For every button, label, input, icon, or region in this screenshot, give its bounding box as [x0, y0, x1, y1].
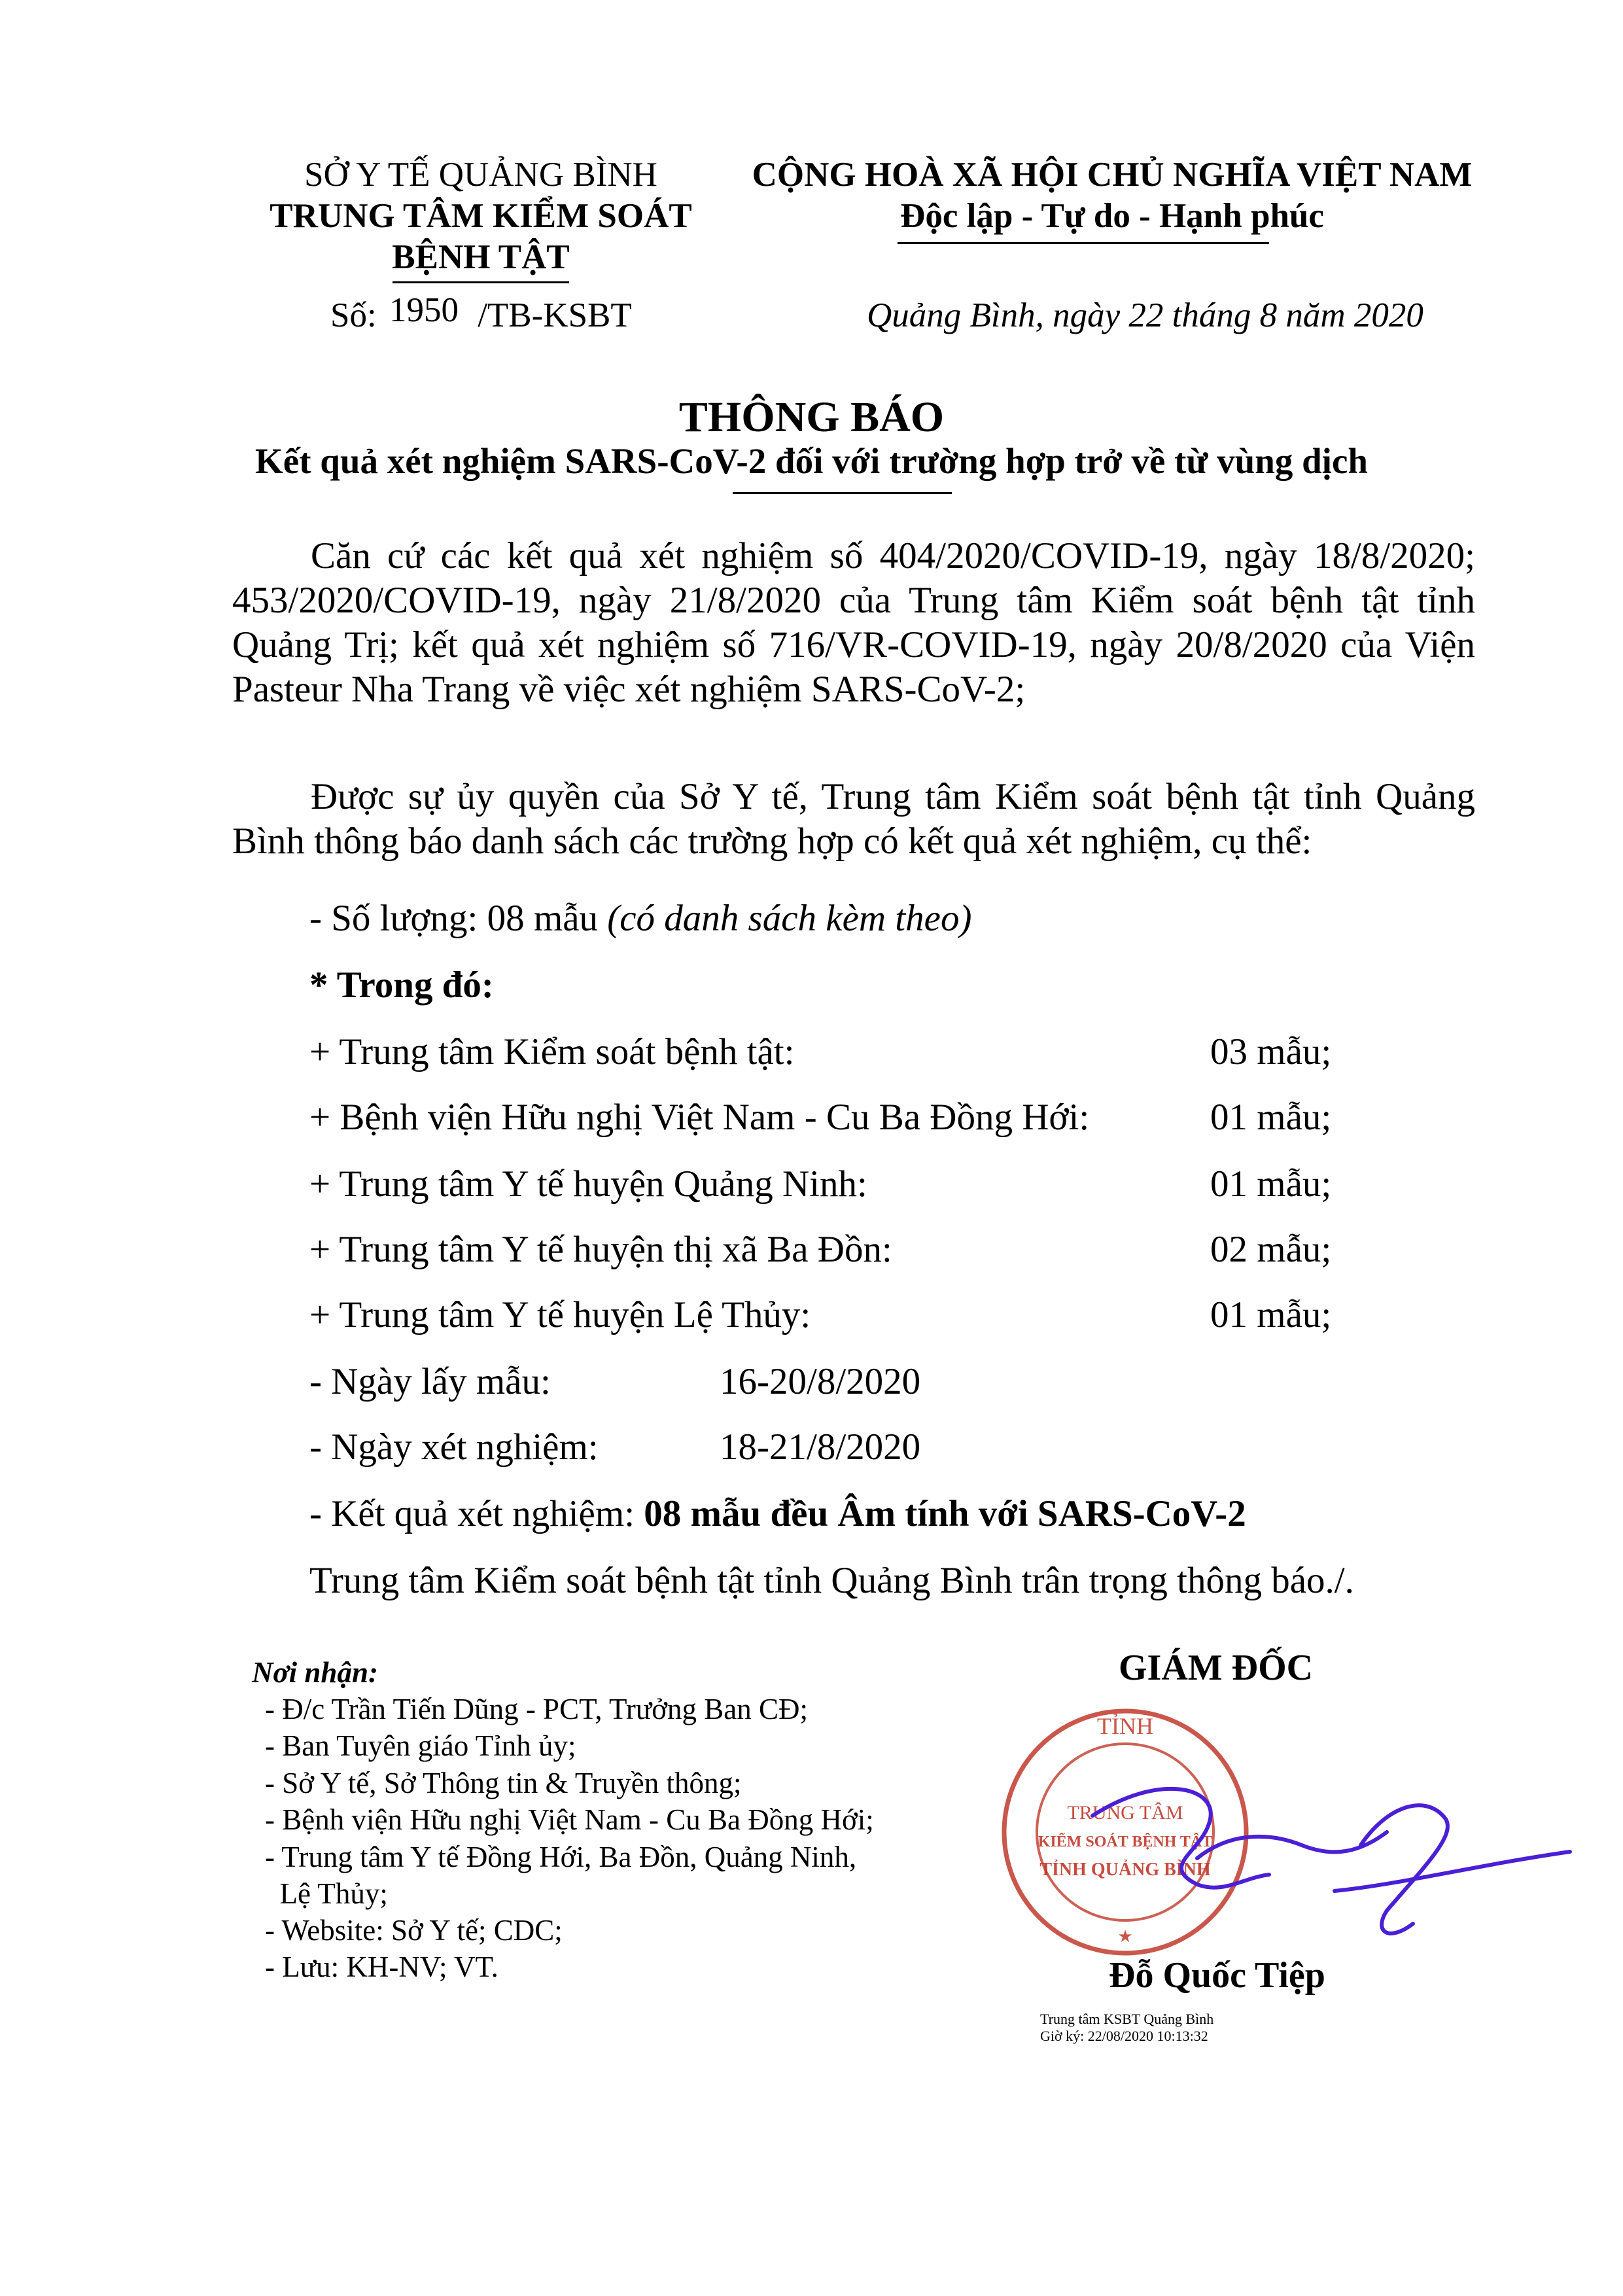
- agency-underline: [393, 281, 569, 283]
- sample-quantity-note: (có danh sách kèm theo): [607, 898, 972, 939]
- breakdown-item-name: + Bệnh viện Hữu nghị Việt Nam - Cu Ba Đồng Hới:: [309, 1097, 1090, 1138]
- sample-date-value: 16-20/8/2020: [720, 1361, 921, 1402]
- digital-signature-time: Giờ ký: 22/08/2020 10:13:32: [1040, 2028, 1208, 2044]
- recipient-item: - Đ/c Trần Tiến Dũng - PCT, Trưởng Ban CĐ;: [265, 1693, 809, 1725]
- document-number: [330, 291, 632, 336]
- number-suffix: /TB-KSBT: [478, 296, 632, 334]
- digital-signature-org: Trung tâm KSBT Quảng Bình: [1040, 2011, 1214, 2027]
- recipients-title: Nơi nhận:: [252, 1656, 378, 1689]
- test-result-value: 08 mẫu đều Âm tính với SARS-CoV-2: [644, 1493, 1246, 1534]
- title-underline: [733, 492, 952, 494]
- paragraph-authorization: [232, 775, 1475, 864]
- breakdown-heading: * Trong đó:: [309, 964, 494, 1006]
- recipient-item: Lệ Thủy;: [265, 1877, 388, 1910]
- recipient-item: - Lưu: KH-NV; VT.: [265, 1951, 498, 1983]
- signature-stroke: [1335, 1852, 1570, 1891]
- sample-quantity: [309, 896, 971, 941]
- recipient-item: - Bệnh viện Hữu nghị Việt Nam - Cu Ba Đồng Hới;: [265, 1803, 874, 1836]
- breakdown-item-name: + Trung tâm Y tế huyện Lệ Thủy:: [309, 1294, 811, 1335]
- breakdown-item-name: + Trung tâm Y tế huyện Quảng Ninh:: [309, 1163, 867, 1205]
- official-stamp: [994, 1695, 1583, 1969]
- page-subtitle: Kết quả xét nghiệm SARS-CoV-2 đối với trường hợp trở về từ vùng dịch: [255, 441, 1368, 481]
- country-name: CỘNG HOÀ XÃ HỘI CHỦ NGHĨA VIỆT NAM: [752, 156, 1473, 194]
- page-title: THÔNG BÁO: [678, 393, 945, 441]
- closing-sentence: Trung tâm Kiểm soát bệnh tật tỉnh Quảng Bình trân trọng thông báo./.: [309, 1560, 1354, 1601]
- motto: Độc lập - Tự do - Hạnh phúc: [900, 197, 1324, 235]
- signer-title: GIÁM ĐỐC: [1119, 1648, 1314, 1688]
- paragraph-basis: [232, 534, 1475, 712]
- stamp-line: TRUNG TÂM: [1067, 1802, 1183, 1824]
- recipient-item: - Website: Sở Y tế; CDC;: [265, 1914, 563, 1947]
- test-result-label: - Kết quả xét nghiệm:: [309, 1493, 644, 1534]
- number-label: Số:: [330, 296, 377, 334]
- recipient-item: - Trung tâm Y tế Đồng Hới, Ba Đồn, Quảng Ninh,: [265, 1841, 857, 1873]
- recipient-item: - Sở Y tế, Sở Thông tin & Truyền thông;: [265, 1767, 742, 1799]
- stamp-line: KIỂM SOÁT BỆNH TẬT: [1038, 1833, 1213, 1850]
- sample-quantity-label: - Số lượng: 08 mẫu: [309, 898, 608, 939]
- issue-date: Quảng Bình, ngày 22 tháng 8 năm 2020: [867, 296, 1423, 334]
- paragraph-authorization-text: Được sự ủy quyền của Sở Y tế, Trung tâm Kiểm soát bệnh tật tỉnh Quảng Bình thông báo danh sách các trường hợp có kết quả xét nghiệm, cụ thể:: [232, 776, 1475, 862]
- breakdown-item-count: 01 mẫu;: [1210, 1097, 1332, 1138]
- signature-stroke: [1361, 1805, 1448, 1934]
- breakdown-item-name: + Trung tâm Y tế huyện thị xã Ba Đồn:: [309, 1229, 892, 1270]
- signature-stroke: [1197, 1832, 1387, 1858]
- agency-name-line2: BỆNH TẬT: [392, 238, 570, 276]
- agency-parent: SỞ Y TẾ QUẢNG BÌNH: [304, 156, 657, 194]
- test-date-label: - Ngày xét nghiệm:: [309, 1426, 599, 1468]
- stamp-top-text: TỈNH: [1097, 1713, 1153, 1739]
- number-value: 1950: [389, 291, 459, 329]
- breakdown-item-name: + Trung tâm Kiểm soát bệnh tật:: [309, 1031, 795, 1072]
- signer-name: Đỗ Quốc Tiệp: [1109, 1955, 1325, 1996]
- stamp-line: TỈNH QUẢNG BÌNH: [1039, 1860, 1211, 1880]
- test-result: [309, 1492, 1246, 1536]
- test-date-value: 18-21/8/2020: [720, 1426, 921, 1468]
- stamp-star-icon: ★: [1117, 1927, 1133, 1947]
- breakdown-item-count: 02 mẫu;: [1210, 1229, 1332, 1270]
- recipient-item: - Ban Tuyên giáo Tỉnh ủy;: [265, 1729, 576, 1762]
- stamp-and-signature-graphic: [994, 1695, 1583, 1969]
- agency-name-line1: TRUNG TÂM KIỂM SOÁT: [270, 197, 692, 235]
- breakdown-item-count: 01 mẫu;: [1210, 1163, 1332, 1205]
- sample-date-label: - Ngày lấy mẫu:: [309, 1361, 551, 1402]
- breakdown-item-count: 01 mẫu;: [1210, 1294, 1332, 1335]
- breakdown-item-count: 03 mẫu;: [1210, 1031, 1332, 1072]
- paragraph-basis-text: Căn cứ các kết quả xét nghiệm số 404/2020/COVID-19, ngày 18/8/2020; 453/2020/COVID-19, ngày 21/8/2020 của Trung tâm Kiểm soát bệnh tật tỉnh Quảng Trị; kết quả xét nghiệm số 716/VR-COVID-19, ngày 20/8/2020 của Viện Pasteur Nha Trang về việc xét nghiệm SARS-CoV-2;: [232, 535, 1475, 710]
- motto-underline: [898, 242, 1269, 244]
